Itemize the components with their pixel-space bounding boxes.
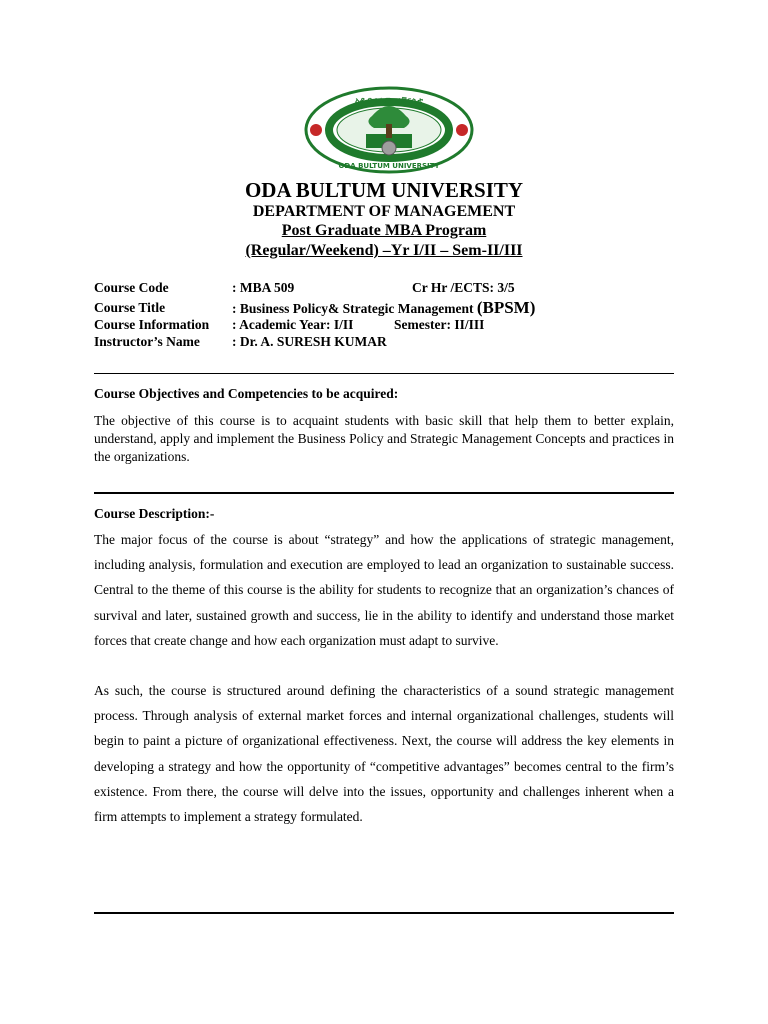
instructor-name: : Dr. A. SURESH KUMAR bbox=[232, 334, 387, 349]
course-title-value: : Business Policy& Strategic Management bbox=[232, 301, 474, 316]
course-title-wrap bbox=[232, 299, 535, 317]
course-title-abbrev: (BPSM) bbox=[476, 298, 536, 317]
program-name: Post Graduate MBA Program bbox=[281, 222, 487, 239]
course-information-row bbox=[94, 316, 694, 333]
course-info-block bbox=[94, 279, 694, 350]
course-code-row bbox=[94, 279, 694, 296]
university-logo bbox=[304, 86, 474, 174]
instructor-label: Instructor’s Name bbox=[94, 334, 200, 349]
credit-hours: Cr Hr /ECTS: 3/5 bbox=[412, 280, 515, 295]
semester: Semester: II/III bbox=[394, 317, 485, 332]
description-heading: Course Description:- bbox=[94, 506, 215, 521]
course-code-value: : MBA 509 bbox=[232, 280, 295, 295]
logo-bottom-text: ODA BULTUM UNIVERSITY bbox=[338, 162, 440, 170]
objectives-heading: Course Objectives and Competencies to be acquired: bbox=[94, 386, 399, 401]
course-code-label: Course Code bbox=[94, 280, 169, 295]
divider bbox=[94, 912, 674, 914]
course-title-label: Course Title bbox=[94, 300, 166, 315]
department-name: DEPARTMENT OF MANAGEMENT bbox=[252, 203, 516, 220]
logo-top-text: ኦዳ ቡልቱም ዩኒቨርሲቲ bbox=[355, 96, 423, 105]
description-paragraph-2: As such, the course is structured around defining the characteristics of a sound strategic management process. Through analysis of external market forces and internal organizational challenges, students will begin to paint a picture of organizational effectiveness. Next, the course will address the key elements in developing a strategy and how the opportunity of “competitive advantages” becomes central to the firm’s existence. From there, the course will delve into the issues, opportunity and challenges inherent when a firm attempts to implement a strategy formulated. bbox=[94, 683, 674, 825]
objectives-text: The objective of this course is to acquaint students with basic skill that help them to better explain, understand, apply and implement the Business Policy and Strategic Management Concepts and practices in the organizations. bbox=[94, 413, 674, 464]
description-paragraph-1: The major focus of the course is about “strategy” and how the applications of strategic management, including analysis, formulation and execution are employed to lead an organization to sustainable success. Central to the theme of this course is the ability for students to recognize that an organization’s chances of survival and later, sustained growth and success, lie in the ability to identify and understand those market forces that create change and how each organization must adapt to survive. bbox=[94, 532, 674, 648]
divider bbox=[94, 492, 674, 494]
university-name: ODA BULTUM UNIVERSITY bbox=[244, 178, 524, 202]
course-information-label: Course Information bbox=[94, 317, 210, 332]
course-title-row bbox=[94, 299, 694, 316]
academic-year: : Academic Year: I/II bbox=[232, 317, 354, 332]
instructor-row bbox=[94, 333, 694, 350]
divider bbox=[94, 373, 674, 374]
program-schedule: (Regular/Weekend) –Yr I/II – Sem-II/III bbox=[245, 242, 523, 259]
